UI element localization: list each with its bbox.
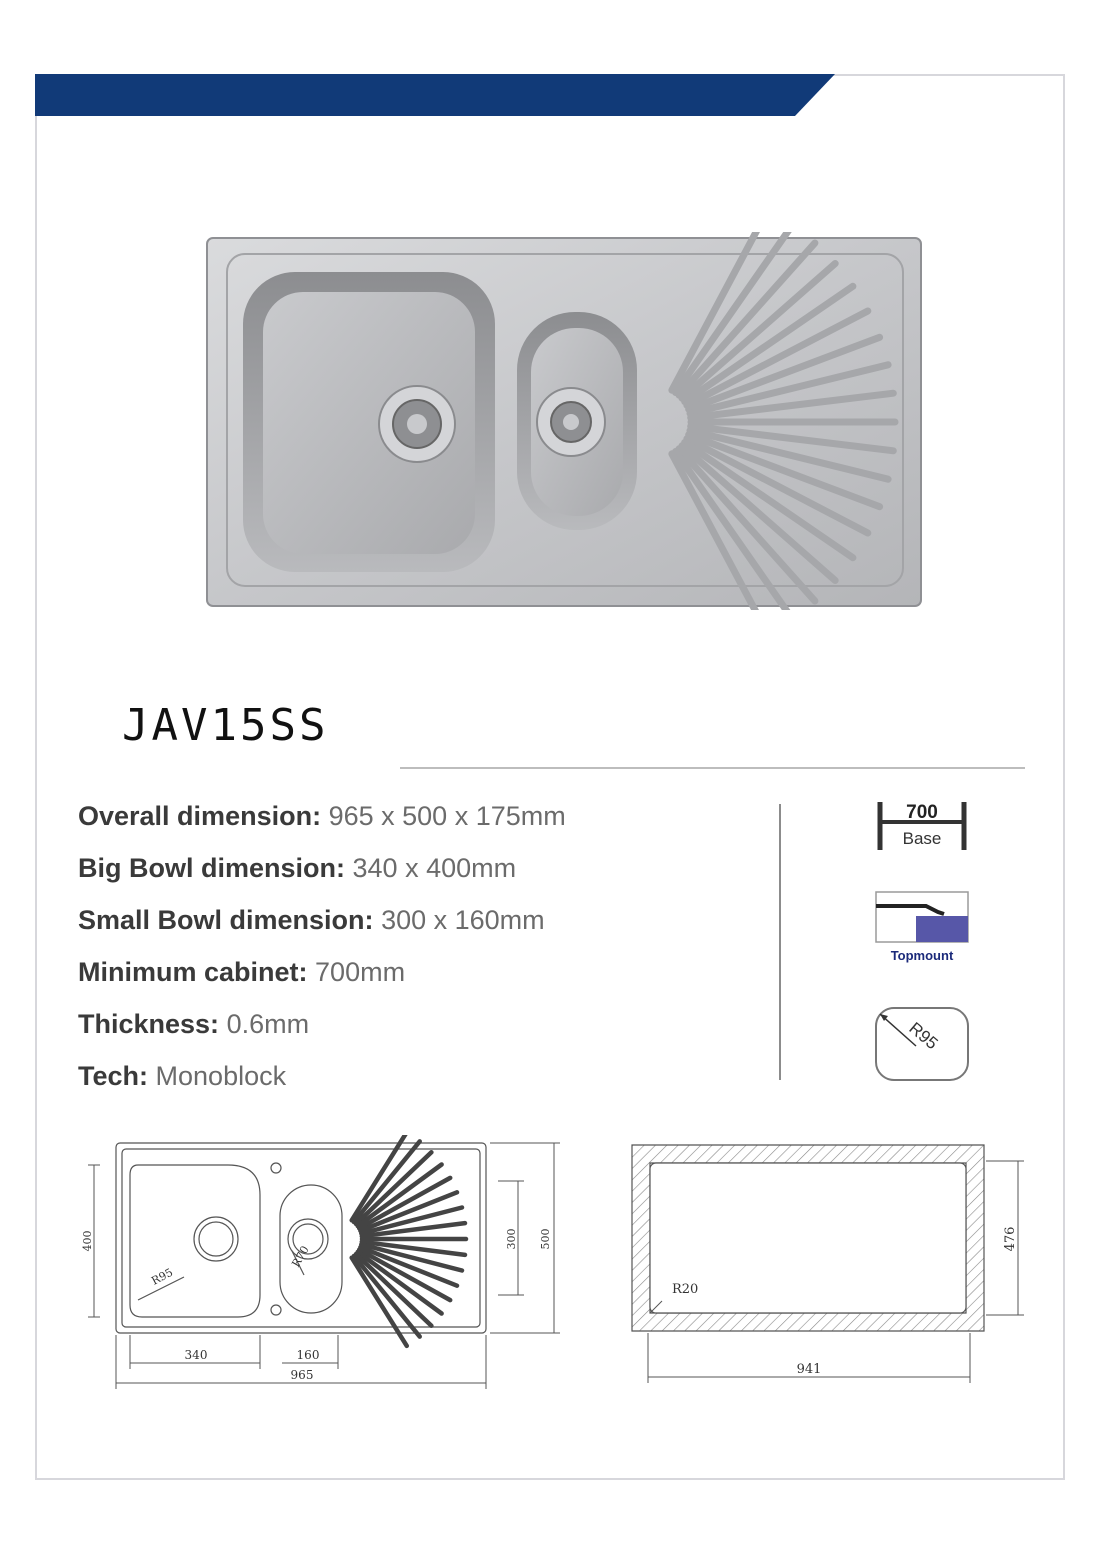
cutout-radius-r20: R20 <box>672 1282 699 1297</box>
plan-dim-965: 965 <box>290 1368 314 1382</box>
spec-tech: Tech: Monoblock <box>78 1061 287 1091</box>
plan-radius-r95: R95 <box>149 1265 176 1288</box>
topmount-label: Topmount <box>890 948 954 963</box>
plan-dim-300: 300 <box>505 1228 518 1250</box>
topmount-icon <box>872 888 972 968</box>
spec-thickness: Thickness: 0.6mm <box>78 1009 310 1039</box>
plan-dim-340: 340 <box>184 1348 208 1362</box>
plan-dim-500: 500 <box>539 1228 552 1250</box>
spec-list <box>78 798 566 1110</box>
sink-product-image <box>205 232 925 610</box>
banner-shape <box>35 74 835 116</box>
model-title: JAV15SS <box>122 700 329 751</box>
groove <box>356 1152 431 1224</box>
radius-label: R95 <box>905 1018 942 1054</box>
spec-divider <box>779 804 781 1080</box>
spec-minimum-cabinet: Minimum cabinet: 700mm <box>78 957 406 987</box>
plan-dim-400: 400 <box>81 1230 94 1252</box>
spec-big-bowl-dimension: Big Bowl dimension: 340 x 400mm <box>78 853 517 883</box>
plan-dim-160: 160 <box>296 1348 320 1362</box>
base-number: 700 <box>906 802 938 823</box>
spec-overall-dimension: Overall dimension: 965 x 500 x 175mm <box>78 801 566 831</box>
groove <box>356 1254 431 1326</box>
header-banner <box>35 74 835 116</box>
plan-drainer-grooves <box>352 1135 466 1346</box>
title-rule <box>400 767 1025 769</box>
base-label: Base <box>902 829 942 848</box>
sink-plan-drawing <box>78 1135 568 1395</box>
cutout-dim-476: 476 <box>1003 1226 1018 1252</box>
cutout-dim-941: 941 <box>796 1362 822 1377</box>
cabinet-base-icon <box>872 798 972 858</box>
corner-radius-icon <box>872 1004 972 1084</box>
plan-radius-r70: R70 <box>289 1243 312 1270</box>
spec-small-bowl-dimension: Small Bowl dimension: 300 x 160mm <box>78 905 545 935</box>
plan-small-bowl <box>280 1185 342 1313</box>
cutout-drawing <box>620 1135 1040 1395</box>
